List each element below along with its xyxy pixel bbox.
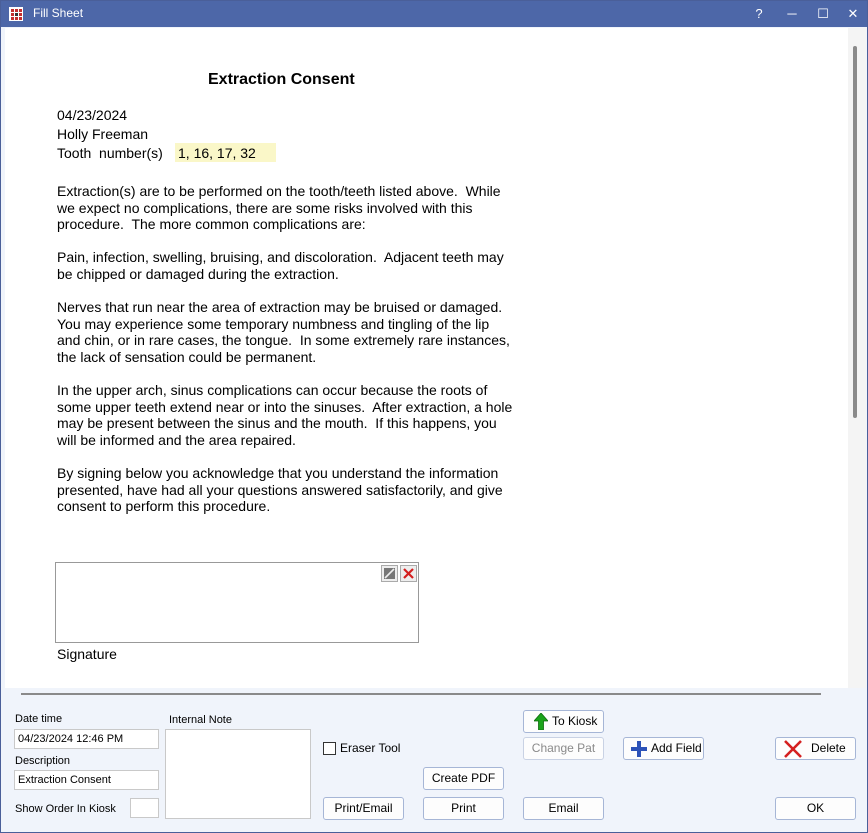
internal-note-label: Internal Note: [169, 714, 232, 726]
description-input[interactable]: Extraction Consent: [14, 770, 159, 790]
internal-note-textarea[interactable]: [165, 729, 311, 819]
window-title: Fill Sheet: [33, 6, 84, 20]
print-button[interactable]: Print: [423, 797, 504, 820]
up-arrow-icon: [534, 713, 548, 730]
clear-signature-icon[interactable]: [400, 565, 417, 582]
consent-paragraph-3: Nerves that run near the area of extraction may be bruised or damaged. You may experience some temporary numbness and tingling of the lip and chin, or in rare cases, the tongue. In some extremely rare instances, the lack of sensation could be permanent.: [57, 299, 510, 365]
help-button[interactable]: ?: [755, 6, 763, 21]
to-kiosk-label: To Kiosk: [552, 714, 598, 728]
app-grid-icon: [9, 7, 23, 21]
delete-label: Delete: [811, 741, 846, 755]
maximize-button[interactable]: ☐: [817, 6, 829, 21]
minimize-button[interactable]: ─: [787, 6, 797, 21]
tooth-numbers-label: Tooth number(s): [57, 145, 163, 161]
tooth-numbers-field[interactable]: 1, 16, 17, 32: [175, 143, 276, 162]
consent-paragraph-5: By signing below you acknowledge that you understand the information presented, have had all your questions answered satisfactorily, and give consent to perform this procedure.: [57, 465, 503, 515]
add-field-label: Add Field: [651, 741, 702, 755]
pen-icon[interactable]: [381, 565, 398, 582]
ok-button[interactable]: OK: [775, 797, 856, 820]
patient-name: Holly Freeman: [57, 126, 149, 142]
consent-paragraph-2: Pain, infection, swelling, bruising, and discoloration. Adjacent teeth may be chipped or damaged during the extraction.: [57, 249, 504, 282]
sheet-heading: Extraction Consent: [208, 71, 355, 88]
to-kiosk-button[interactable]: [523, 710, 604, 733]
vertical-scrollbar[interactable]: [848, 28, 866, 688]
plus-icon: [630, 740, 648, 758]
create-pdf-button[interactable]: Create PDF: [423, 767, 504, 790]
date-time-input[interactable]: 04/23/2024 12:46 PM: [14, 729, 159, 749]
eraser-tool-label: Eraser Tool: [340, 741, 401, 755]
horizontal-scrollbar[interactable]: [21, 693, 821, 695]
change-pat-button[interactable]: Change Pat: [523, 737, 604, 760]
description-label: Description: [15, 755, 71, 767]
title-bar[interactable]: [1, 1, 867, 27]
email-button[interactable]: Email: [523, 797, 604, 820]
delete-x-icon: [783, 739, 803, 759]
signature-box[interactable]: [55, 562, 419, 643]
add-field-button[interactable]: [623, 737, 704, 760]
consent-paragraph-1: Extraction(s) are to be performed on the tooth/teeth listed above. While we expect no complications, there are some risks involved with this procedure. The more common complications are:: [57, 183, 501, 233]
print-email-button[interactable]: Print/Email: [323, 797, 404, 820]
eraser-tool-checkbox[interactable]: [323, 742, 336, 755]
delete-button[interactable]: [775, 737, 856, 760]
show-order-label: Show Order In Kiosk: [15, 803, 116, 815]
close-button[interactable]: ✕: [847, 6, 859, 21]
sheet-date: 04/23/2024: [57, 107, 128, 123]
scrollbar-thumb[interactable]: [853, 46, 857, 418]
signature-label: Signature: [57, 646, 117, 662]
date-time-label: Date time: [15, 713, 63, 725]
consent-paragraph-4: In the upper arch, sinus complications can occur because the roots of some upper teeth extend near or into the sinuses. After extraction, a hole may be present between the sinus and the mouth. If this happens, you will be informed and the area repaired.: [57, 382, 513, 448]
show-order-input[interactable]: [130, 798, 159, 818]
